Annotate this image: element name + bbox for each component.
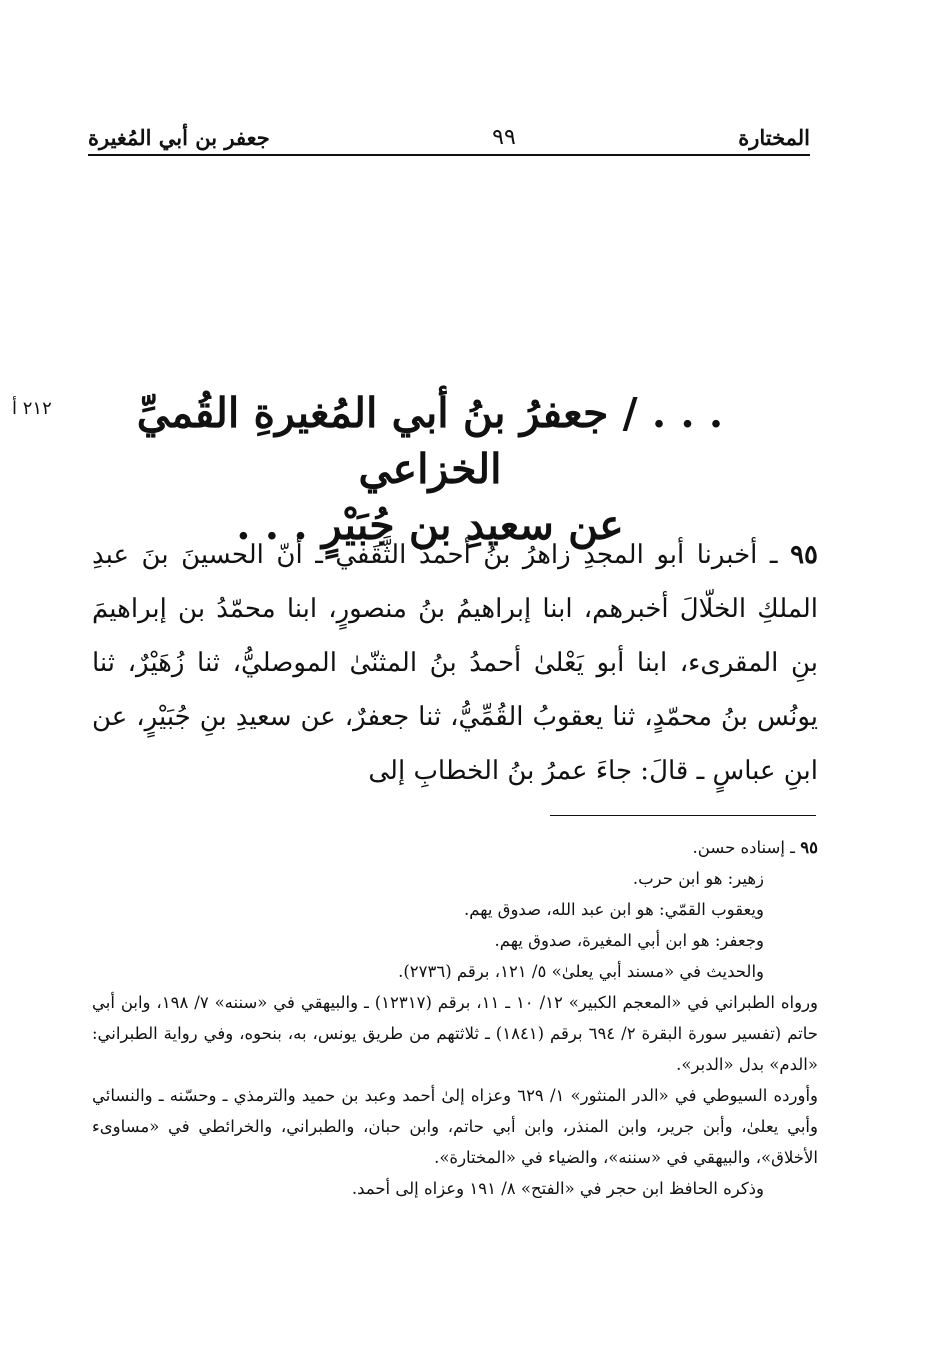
footnote-heading <box>92 832 818 863</box>
hadith-number: ٩٥ <box>790 540 819 570</box>
page-number: ٩٩ <box>492 125 516 150</box>
footnote-rule <box>550 815 816 816</box>
footnote-line: ويعقوب القمّي: هو ابن عبد الله، صدوق يهم. <box>463 900 764 919</box>
footnote-paragraph: ورواه الطبراني في «المعجم الكبير» ١٢/ ١٠ ـ ١١، برقم (١٢٣١٧) ـ والبيهقي في «سننه» ٧/ ١٩٨، وابن أبي حاتم (تفسير سورة البقرة ٢/ ٦٩٤ برقم (١٨٤١) ـ ثلاثتهم من طريق يونس، به، بنحوه، وفي رواية الطبراني: «الدم» بدل «الدبر». <box>92 993 819 1074</box>
section-title-line-2: عن سعيدِ بن جُبَيْرٍ . . . <box>236 501 624 549</box>
header-chapter-title: جعفر بن أبي المُغيرة <box>88 125 270 150</box>
hadith-body: ـ أخبرنا أبو المجدِ زاهرُ بنُ أحمدَ الثَّقَفي ـ أنّ الحسينَ بنَ عبدِ الملكِ الخلّالَ أخبرهم، ابنا إبراهيمُ بنُ منصورٍ، ابنا محمّدُ بن إبراهيمَ بنِ المقرىء، ابنا أبو يَعْلىٰ أحمدُ بنُ المثنّىٰ الموصليُّ، ثنا زُهَيْرٌ، ثنا يونُس بنُ محمّدٍ، ثنا يعقوبُ القُمِّيُّ، ثنا جعفرٌ، عن سعيدِ بنِ جُبَيْرٍ، عن ابنِ عباسٍ ـ قالَ: جاءَ عمرُ بنُ الخطابِ إلى <box>92 540 818 786</box>
footnote-line: والحديث في «مسند أبي يعلىٰ» ٥/ ١٢١، برقم (٢٧٣٦). <box>398 962 764 981</box>
running-header <box>88 112 810 150</box>
footnote-line: زهير: هو ابن حرب. <box>632 869 764 888</box>
header-rule <box>88 154 810 156</box>
footnote-grade: ـ إسناده حسن. <box>692 838 796 857</box>
footnote-number: ٩٥ <box>800 838 818 857</box>
footnote-paragraph: وأورده السيوطي في «الدر المنثور» ١/ ٦٢٩ وعزاه إلىٰ أحمد وعبد بن حميد والترمذي ـ وحسّنه ـ والنسائي وأبي يعلىٰ، وأبن جرير، وابن المنذر، وابن أبي حاتم، وابن حبان، والطبراني، والخرائطي في «مساوىء الأخلاق»، والبيهقي في «سننه»، والضياء في «المختارة». <box>92 1086 818 1167</box>
footnote-line: وذكره الحافظ ابن حجر في «الفتح» ٨/ ١٩١ وعزاه إلى أحمد. <box>351 1179 764 1198</box>
hadith-text <box>92 528 818 798</box>
footnote-line: وجعفر: هو ابن أبي المغيرة، صدوق يهم. <box>494 931 764 950</box>
footnotes <box>92 832 818 1204</box>
section-title-line-1: . . . / جعفرُ بنُ أبي المُغيرةِ القُميِّ الخزاعي <box>136 389 724 493</box>
manuscript-folio-ref: ٢١٢ أ <box>12 398 52 419</box>
header-book-title: المختارة <box>738 125 810 150</box>
